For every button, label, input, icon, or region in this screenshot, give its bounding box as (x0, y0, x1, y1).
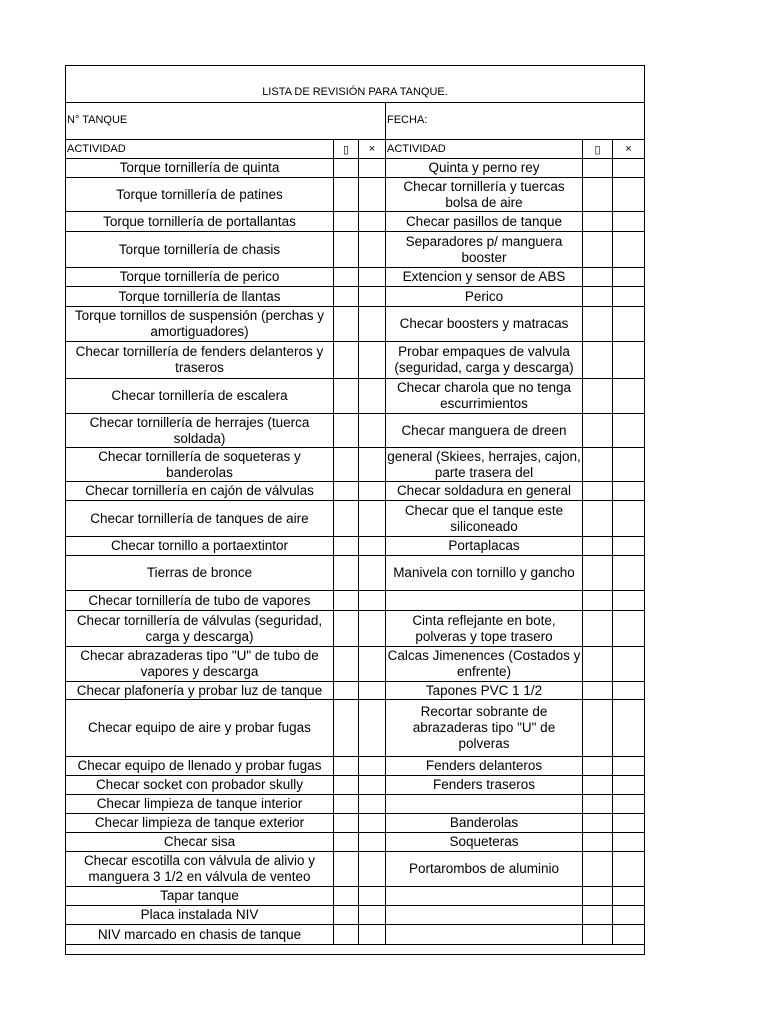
ok-cell-left[interactable] (334, 682, 359, 699)
fail-cell-right[interactable] (613, 178, 644, 211)
date-label: FECHA: (386, 103, 644, 140)
table-row (66, 814, 644, 833)
activity-header-left: ACTIVIDAD (66, 140, 334, 158)
form-title: LISTA DE REVISIÓN PARA TANQUE. (66, 66, 644, 103)
activity-right: Fenders traseros (386, 776, 583, 794)
ok-cell-left[interactable] (334, 342, 359, 378)
table-row (66, 906, 644, 925)
fail-cell-left[interactable] (359, 776, 386, 794)
fail-cell-right[interactable] (613, 647, 644, 681)
activity-right (386, 887, 583, 905)
activity-header-right: ACTIVIDAD (386, 140, 583, 158)
activity-left: Checar abrazaderas tipo "U" de tubo de vapores y descarga (66, 647, 334, 681)
ok-cell-left[interactable] (334, 700, 359, 756)
ok-cell-left[interactable] (334, 268, 359, 286)
ok-cell-right[interactable] (583, 287, 613, 306)
ok-cell-right[interactable] (583, 925, 613, 944)
table-row (66, 591, 644, 611)
ok-cell-right[interactable] (583, 757, 613, 775)
activity-right: Manivela con tornillo y gancho (386, 556, 583, 590)
ok-cell-right[interactable] (583, 379, 613, 413)
activity-right: Checar boosters y matracas (386, 307, 583, 341)
fail-cell-left[interactable] (359, 414, 386, 447)
ok-cell-left[interactable] (334, 212, 359, 231)
fail-cell-right[interactable] (613, 482, 644, 500)
fail-cell-right[interactable] (613, 887, 644, 905)
activity-right (386, 906, 583, 924)
ok-cell-left[interactable] (334, 482, 359, 500)
fail-cell-left[interactable] (359, 647, 386, 681)
activity-right: Perico (386, 287, 583, 306)
ok-cell-left[interactable] (334, 287, 359, 306)
table-row (66, 647, 644, 682)
fail-cell-right[interactable] (613, 414, 644, 447)
activity-right: Quinta y perno rey (386, 159, 583, 177)
ok-cell-right[interactable] (583, 212, 613, 231)
activity-left: Checar tornillería de herrajes (tuerca soldada) (66, 414, 334, 447)
activity-left: Tapar tanque (66, 887, 334, 905)
ok-cell-left[interactable] (334, 795, 359, 813)
fail-cell-right[interactable] (613, 814, 644, 832)
ok-checkbox-icon: ▯ (583, 140, 613, 158)
ok-cell-right[interactable] (583, 268, 613, 286)
activity-left: Checar tornillería de escalera (66, 379, 334, 413)
fail-cell-right[interactable] (613, 268, 644, 286)
activity-left: Checar limpieza de tanque interior (66, 795, 334, 813)
activity-left: Torque tornillos de suspensión (perchas y amortiguadores) (66, 307, 334, 341)
activity-left: Torque tornillería de llantas (66, 287, 334, 306)
fail-cell-right[interactable] (613, 379, 644, 413)
fail-cell-right[interactable] (613, 556, 644, 590)
activity-left: Torque tornillería de chasis (66, 232, 334, 267)
ok-cell-right[interactable] (583, 611, 613, 646)
fail-cell-right[interactable] (613, 906, 644, 924)
activity-left: Torque tornillería de patines (66, 178, 334, 211)
ok-cell-left[interactable] (334, 448, 359, 481)
activity-right (386, 591, 583, 610)
fail-cell-left[interactable] (359, 556, 386, 590)
fail-cell-left[interactable] (359, 757, 386, 775)
ok-cell-left[interactable] (334, 852, 359, 886)
activity-right: Calcas Jimenences (Costados y enfrente) (386, 647, 583, 681)
ok-cell-left[interactable] (334, 906, 359, 924)
activity-left: NIV marcado en chasis de tanque (66, 925, 334, 944)
fail-cell-left[interactable] (359, 178, 386, 211)
fail-cell-right[interactable] (613, 307, 644, 341)
activity-left: Torque tornillería de portallantas (66, 212, 334, 231)
fail-cell-right[interactable] (613, 795, 644, 813)
table-row (66, 833, 644, 852)
fail-cell-left[interactable] (359, 591, 386, 610)
activity-left: Torque tornillería de quinta (66, 159, 334, 177)
ok-cell-right[interactable] (583, 682, 613, 699)
table-row (66, 307, 644, 342)
table-row (66, 379, 644, 414)
table-row (66, 795, 644, 814)
fail-cell-right[interactable] (613, 757, 644, 775)
fail-cell-left[interactable] (359, 287, 386, 306)
ok-cell-right[interactable] (583, 647, 613, 681)
fail-cell-left[interactable] (359, 611, 386, 646)
activity-right: Recortar sobrante de abrazaderas tipo "U" de polveras (386, 700, 583, 756)
fail-cell-right[interactable] (613, 682, 644, 699)
activity-left: Checar tornillería de válvulas (seguridad, carga y descarga) (66, 611, 334, 646)
fail-mark-icon: × (625, 143, 632, 155)
ok-cell-left[interactable] (334, 591, 359, 610)
ok-cell-left[interactable] (334, 178, 359, 211)
table-row (66, 232, 644, 268)
activity-left: Checar limpieza de tanque exterior (66, 814, 334, 832)
fail-cell-right[interactable] (613, 287, 644, 306)
fail-cell-right[interactable] (613, 611, 644, 646)
fail-cell-left[interactable] (359, 482, 386, 500)
ok-cell-right[interactable] (583, 591, 613, 610)
activity-right: Extencion y sensor de ABS (386, 268, 583, 286)
fail-cell-left[interactable] (359, 212, 386, 231)
table-row (66, 776, 644, 795)
fail-cell-right[interactable] (613, 833, 644, 851)
ok-cell-right[interactable] (583, 537, 613, 555)
fail-cell-left[interactable] (359, 307, 386, 341)
ok-cell-right[interactable] (583, 342, 613, 378)
ok-cell-left[interactable] (334, 887, 359, 905)
activity-right: Separadores p/ manguera booster (386, 232, 583, 267)
ok-cell-right[interactable] (583, 814, 613, 832)
activity-left: Checar tornillería de fenders delanteros y traseros (66, 342, 334, 378)
activity-left: Checar equipo de llenado y probar fugas (66, 757, 334, 775)
activity-right: Cinta reflejante en bote, polveras y tope trasero (386, 611, 583, 646)
fail-cell-right[interactable] (613, 448, 644, 481)
activity-right: Checar tornillería y tuercas bolsa de aire (386, 178, 583, 211)
activity-left: Checar escotilla con válvula de alivio y manguera 3 1/2 en válvula de venteo (66, 852, 334, 886)
ok-cell-left[interactable] (334, 757, 359, 775)
activity-right: Checar soldadura en general (386, 482, 583, 500)
ok-cell-right[interactable] (583, 482, 613, 500)
activity-left: Checar tornillo a portaextintor (66, 537, 334, 555)
ok-cell-left[interactable] (334, 647, 359, 681)
fail-cell-right[interactable] (613, 852, 644, 886)
checklist-table (66, 140, 644, 945)
fail-cell-left[interactable] (359, 833, 386, 851)
ok-cell-left[interactable] (334, 925, 359, 944)
fail-cell-left[interactable] (359, 448, 386, 481)
ok-cell-right[interactable] (583, 852, 613, 886)
fail-cell-right[interactable] (613, 501, 644, 536)
fail-cell-left[interactable] (359, 501, 386, 536)
ok-cell-right[interactable] (583, 501, 613, 536)
ok-cell-right[interactable] (583, 178, 613, 211)
ok-cell-right[interactable] (583, 448, 613, 481)
ok-cell-left[interactable] (334, 537, 359, 555)
fail-cell-left[interactable] (359, 268, 386, 286)
fail-cell-left[interactable] (359, 159, 386, 177)
ok-cell-right[interactable] (583, 906, 613, 924)
activity-left: Checar sisa (66, 833, 334, 851)
fail-cell-right[interactable] (613, 159, 644, 177)
ok-cell-left[interactable] (334, 556, 359, 590)
activity-left: Torque tornillería de perico (66, 268, 334, 286)
activity-right: Checar pasillos de tanque (386, 212, 583, 231)
activity-right: Soqueteras (386, 833, 583, 851)
activity-left: Checar equipo de aire y probar fugas (66, 700, 334, 756)
ok-cell-right[interactable] (583, 556, 613, 590)
ok-cell-left[interactable] (334, 414, 359, 447)
table-row (66, 700, 644, 757)
table-row (66, 682, 644, 700)
fail-cell-left[interactable] (359, 700, 386, 756)
activity-right: general (Skiees, herrajes, cajon, parte trasera del (386, 448, 583, 481)
table-row (66, 448, 644, 482)
fail-cell-left[interactable] (359, 795, 386, 813)
fail-cell-right[interactable] (613, 537, 644, 555)
activity-left: Checar tornillería de tubo de vapores (66, 591, 334, 610)
table-header-row (66, 140, 644, 159)
activity-left: Placa instalada NIV (66, 906, 334, 924)
fail-cell-right[interactable] (613, 212, 644, 231)
fail-cell-right[interactable] (613, 700, 644, 756)
activity-left: Checar tornillería de soqueteras y banderolas (66, 448, 334, 481)
fail-cell-left[interactable] (359, 852, 386, 886)
fail-cell-right[interactable] (613, 925, 644, 944)
activity-right: Tapones PVC 1 1/2 (386, 682, 583, 699)
ok-cell-left[interactable] (334, 232, 359, 267)
activity-right: Fenders delanteros (386, 757, 583, 775)
fail-cell-left[interactable] (359, 537, 386, 555)
table-row (66, 537, 644, 556)
activity-left: Checar tornillería de tanques de aire (66, 501, 334, 536)
table-row (66, 178, 644, 212)
fail-cell-left[interactable] (359, 814, 386, 832)
ok-cell-right[interactable] (583, 833, 613, 851)
ok-checkbox-icon: ▯ (334, 140, 359, 158)
ok-cell-left[interactable] (334, 833, 359, 851)
ok-cell-left[interactable] (334, 776, 359, 794)
activity-right: Portarombos de aluminio (386, 852, 583, 886)
ok-cell-left[interactable] (334, 611, 359, 646)
ok-cell-left[interactable] (334, 307, 359, 341)
fail-cell-left[interactable] (359, 682, 386, 699)
fail-cell-right[interactable] (613, 591, 644, 610)
table-row (66, 268, 644, 287)
table-row (66, 852, 644, 887)
fail-cell-right[interactable] (613, 342, 644, 378)
activity-right: Checar manguera de dreen (386, 414, 583, 447)
ok-cell-right[interactable] (583, 232, 613, 267)
table-row (66, 887, 644, 906)
tank-number-label: N° TANQUE (66, 103, 386, 140)
ok-cell-left[interactable] (334, 814, 359, 832)
ok-cell-left[interactable] (334, 379, 359, 413)
activity-right: Checar que el tanque este siliconeado (386, 501, 583, 536)
table-row (66, 501, 644, 537)
fail-cell-right[interactable] (613, 232, 644, 267)
table-row (66, 212, 644, 232)
table-row (66, 556, 644, 591)
table-row (66, 287, 644, 307)
table-row (66, 757, 644, 776)
ok-cell-left[interactable] (334, 501, 359, 536)
activity-left: Checar plafonería y probar luz de tanque (66, 682, 334, 699)
ok-cell-right[interactable] (583, 776, 613, 794)
fail-cell-left[interactable] (359, 379, 386, 413)
fail-cell-left[interactable] (359, 906, 386, 924)
ok-cell-right[interactable] (583, 887, 613, 905)
activity-right: Banderolas (386, 814, 583, 832)
checklist-sheet (65, 65, 645, 955)
fail-cell-left[interactable] (359, 232, 386, 267)
activity-left: Checar tornillería en cajón de válvulas (66, 482, 334, 500)
fail-cell-left[interactable] (359, 925, 386, 944)
table-row (66, 925, 644, 945)
fail-cell-left[interactable] (359, 342, 386, 378)
table-row (66, 482, 644, 501)
fail-cell-right[interactable] (613, 776, 644, 794)
activity-right (386, 795, 583, 813)
table-row (66, 159, 644, 178)
activity-left: Tierras de bronce (66, 556, 334, 590)
ok-cell-left[interactable] (334, 159, 359, 177)
ok-cell-right[interactable] (583, 159, 613, 177)
activity-right: Checar charola que no tenga escurrimientos (386, 379, 583, 413)
table-row (66, 611, 644, 647)
table-row (66, 414, 644, 448)
table-row (66, 342, 644, 379)
ok-cell-right[interactable] (583, 414, 613, 447)
ok-cell-right[interactable] (583, 700, 613, 756)
activity-right: Portaplacas (386, 537, 583, 555)
fail-cell-left[interactable] (359, 887, 386, 905)
activity-right: Probar empaques de valvula (seguridad, carga y descarga) (386, 342, 583, 378)
ok-cell-right[interactable] (583, 307, 613, 341)
activity-right (386, 925, 583, 944)
ok-cell-right[interactable] (583, 795, 613, 813)
activity-left: Checar socket con probador skully (66, 776, 334, 794)
fail-mark-icon: × (359, 140, 386, 158)
